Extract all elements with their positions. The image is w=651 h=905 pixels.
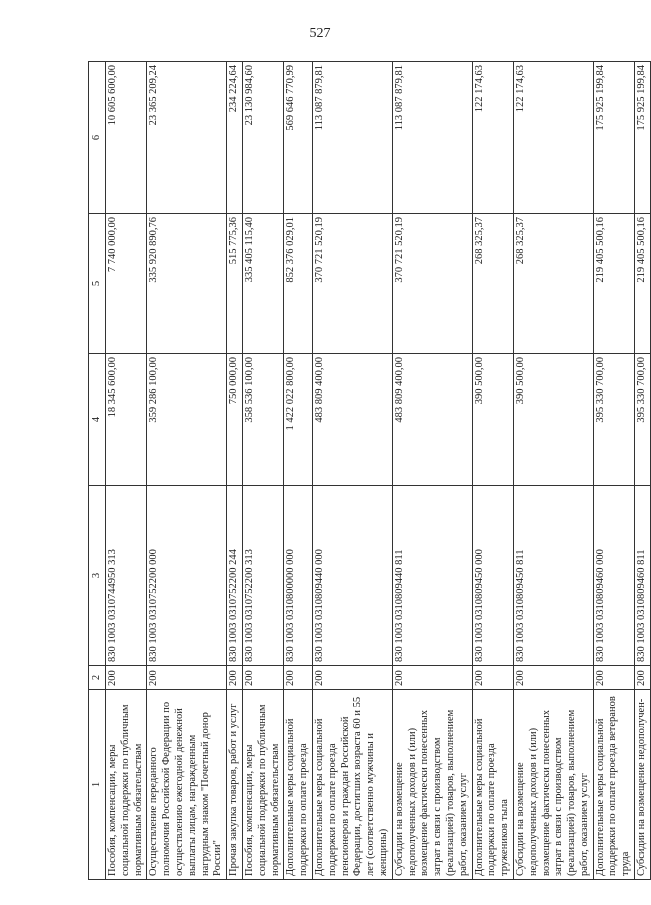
row-value-col4: 359 286 100,00 [147,354,227,486]
row-code: 200 [635,666,651,690]
row-budget-code: 830 1003 0310809460 000 [593,486,634,666]
row-description: Осуществление переданного полномочия Российской Федерации по осуществлению ежегодной денежной выплаты лицам, награжденным нагрудным знаком "Почетный донор России" [147,690,227,880]
row-value-col4: 1 422 022 800,00 [284,354,313,486]
row-value-col5: 335 405 115,40 [242,214,283,354]
row-budget-code: 830 1003 0310752200 000 [147,486,227,666]
row-value-col4: 18 345 600,00 [106,354,147,486]
row-code: 200 [593,666,634,690]
row-budget-code: 830 1003 0310809440 811 [392,486,472,666]
table-row [635,62,651,880]
row-description: Дополнительные меры социальной поддержки по оплате проезда ветеранов труда [593,690,634,880]
row-description: Дополнительные меры социальной поддержки по оплате проезда пенсионеров и граждан Российской Федерации, достигших возраста 60 и 55 лет (соответственно мужчины и женщины) [312,690,392,880]
row-code: 200 [242,666,283,690]
row-value-col5: 515 775,36 [227,214,243,354]
row-value-col4: 390 500,00 [472,354,513,486]
header-cell: 5 [89,214,106,354]
table-row [392,62,472,880]
header-cell: 2 [89,666,106,690]
header-cell: 4 [89,354,106,486]
row-value-col4: 390 500,00 [513,354,593,486]
row-description: Пособия, компенсации, меры социальной поддержки по публичным нормативным обязательствам [106,690,147,880]
row-code: 200 [106,666,147,690]
rotated-table-area [88,62,648,880]
row-budget-code: 830 1003 0310809450 811 [513,486,593,666]
row-description: Дополнительные меры социальной поддержки по оплате проезда [284,690,313,880]
row-code: 200 [284,666,313,690]
row-code: 200 [227,666,243,690]
row-value-col4: 483 809 400,00 [312,354,392,486]
table-row [147,62,227,880]
header-cell: 6 [89,62,106,214]
row-description: Дополнительные меры социальной поддержки по оплате проезда тружеников тыла [472,690,513,880]
row-value-col6: 23 130 984,60 [242,62,283,214]
row-value-col6: 122 174,63 [472,62,513,214]
table-header-row [89,62,106,880]
header-cell: 3 [89,486,106,666]
table-row [106,62,147,880]
row-code: 200 [472,666,513,690]
row-budget-code: 830 1003 0310800000 000 [284,486,313,666]
row-code: 200 [147,666,227,690]
row-value-col6: 569 646 770,99 [284,62,313,214]
row-value-col6: 10 605 600,00 [106,62,147,214]
row-value-col4: 358 536 100,00 [242,354,283,486]
table-body [89,62,651,880]
row-value-col6: 23 365 209,24 [147,62,227,214]
row-value-col5: 852 376 029,01 [284,214,313,354]
row-description: Прочая закупка товаров, работ и услуг [227,690,243,880]
row-value-col4: 483 809 400,00 [392,354,472,486]
row-value-col5: 219 405 500,16 [593,214,634,354]
row-value-col6: 175 925 199,84 [593,62,634,214]
row-description: Субсидии на возмещение недополученных доходов и (или) возмещение фактически понесенных затрат в связи с производством (реализацией) товаров, выполнением работ, оказанием услуг [392,690,472,880]
row-value-col5: 7 740 000,00 [106,214,147,354]
row-budget-code: 830 1003 0310809450 000 [472,486,513,666]
row-budget-code: 830 1003 0310752200 244 [227,486,243,666]
row-description: Субсидии на возмещение недополученных доходов и (или) возмещение фактически понесенных затрат в связи с производством (реализацией) товаров, выполнением работ, оказанием услуг [513,690,593,880]
row-code: 200 [392,666,472,690]
budget-table [88,61,651,880]
row-code: 200 [312,666,392,690]
row-budget-code: 830 1003 0310809440 000 [312,486,392,666]
table-row [312,62,392,880]
table-row [242,62,283,880]
row-value-col4: 750 000,00 [227,354,243,486]
table-row [284,62,313,880]
row-value-col6: 113 087 879,81 [392,62,472,214]
row-value-col4: 395 330 700,00 [593,354,634,486]
row-value-col6: 175 925 199,84 [635,62,651,214]
row-value-col5: 219 405 500,16 [635,214,651,354]
row-description: Пособия, компенсации, меры социальной поддержки по публичным нормативным обязательствам [242,690,283,880]
row-value-col5: 370 721 520,19 [392,214,472,354]
row-budget-code: 830 1003 0310809460 811 [635,486,651,666]
header-cell: 1 [89,690,106,880]
page-number: 527 [309,26,331,41]
row-value-col5: 370 721 520,19 [312,214,392,354]
row-value-col6: 234 224,64 [227,62,243,214]
row-value-col5: 268 325,37 [513,214,593,354]
row-value-col5: 268 325,37 [472,214,513,354]
table-row [593,62,634,880]
row-budget-code: 830 1003 0310744950 313 [106,486,147,666]
rotated-table [88,62,648,880]
table-row [472,62,513,880]
row-code: 200 [513,666,593,690]
row-value-col4: 395 330 700,00 [635,354,651,486]
row-description: Субсидии на возмещение недополучен- [635,690,651,880]
row-value-col6: 113 087 879,81 [312,62,392,214]
table-row [513,62,593,880]
row-value-col6: 122 174,63 [513,62,593,214]
row-budget-code: 830 1003 0310752200 313 [242,486,283,666]
row-value-col5: 335 920 890,76 [147,214,227,354]
table-row [227,62,243,880]
